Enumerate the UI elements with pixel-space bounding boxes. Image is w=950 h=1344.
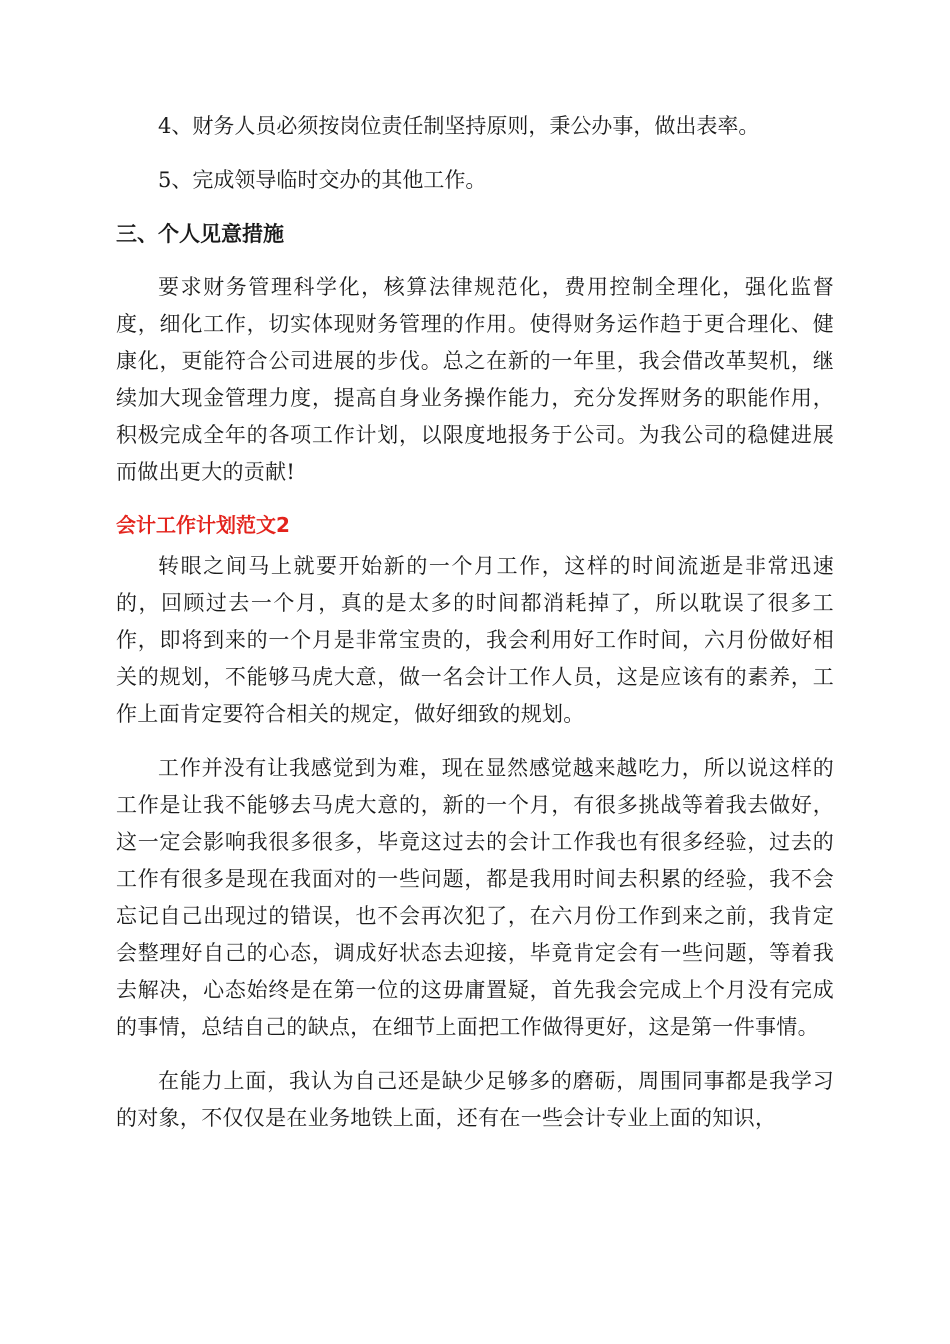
document-page — [116, 108, 834, 1154]
section-paragraph: 要求财务管理科学化，核算法律规范化，费用控制全理化，强化监督度，细化工作，切实体现财务管理的作用。使得财务运作趋于更合理化、健康化，更能符合公司进展的步伐。总之在新的一年里，我会借改革契机，继续加大现金管理力度，提高自身业务操作能力，充分发挥财务的职能作用，积极完成全年的各项工作计划，以限度地报务于公司。为我公司的稳健进展而做出更大的贡献! — [116, 275, 834, 484]
section-heading: 三、个人见意措施 — [116, 222, 284, 246]
body-paragraph-1: 转眼之间马上就要开始新的一个月工作，这样的时间流逝是非常迅速的，回顾过去一个月，真的是太多的时间都消耗掉了，所以耽误了很多工作，即将到来的一个月是非常宝贵的，我会利用好工作时间，六月份做好相关的规划，不能够马虎大意，做一名会计工作人员，这是应该有的素养，工作上面肯定要符合相关的规定，做好细致的规划。 — [116, 554, 834, 726]
list-item-5: 5、完成领导临时交办的其他工作。 — [158, 168, 487, 192]
article-title: 会计工作计划范文2 — [116, 513, 290, 537]
list-item-4: 4、财务人员必须按岗位责任制坚持原则，秉公办事，做出表率。 — [158, 114, 760, 138]
body-paragraph-2: 工作并没有让我感觉到为难，现在显然感觉越来越吃力，所以说这样的工作是让我不能够去马虎大意的，新的一个月，有很多挑战等着我去做好，这一定会影响我很多很多，毕竟这过去的会计工作我也有很多经验，过去的工作有很多是现在我面对的一些问题，都是我用时间去积累的经验，我不会忘记自己出现过的错误，也不会再次犯了，在六月份工作到来之前，我肯定会整理好自己的心态，调成好状态去迎接，毕竟肯定会有一些问题，等着我去解决，心态始终是在第一位的这毋庸置疑，首先我会完成上个月没有完成的事情，总结自己的缺点，在细节上面把工作做得更好，这是第一件事情。 — [116, 756, 834, 1039]
body-paragraph-3: 在能力上面，我认为自己还是缺少足够多的磨砺，周围同事都是我学习的对象，不仅仅是在业务地铁上面，还有在一些会计专业上面的知识， — [116, 1069, 834, 1130]
